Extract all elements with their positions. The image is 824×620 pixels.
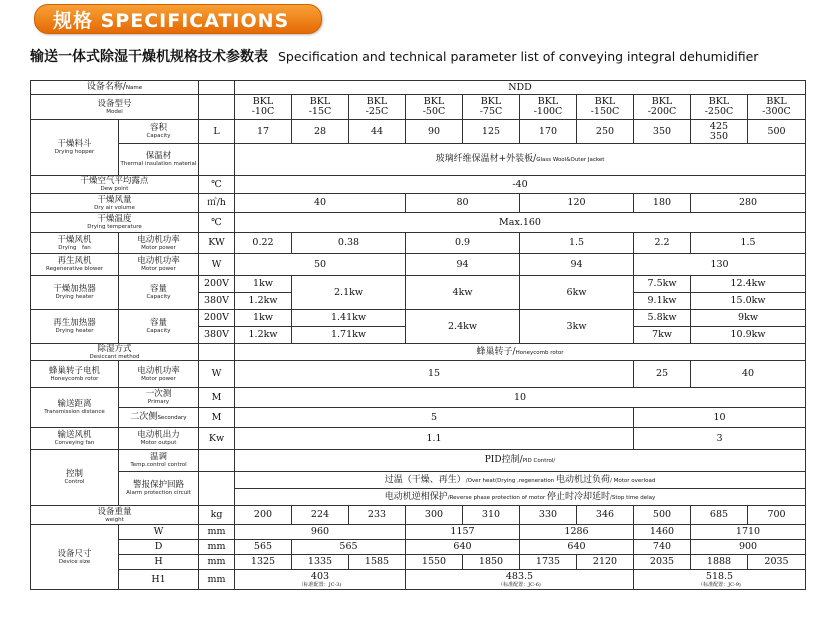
dimension-label: H1 [119,570,199,590]
table-row [31,276,806,293]
value-cell: 12.4kw [691,276,806,293]
value-cell: 40 [691,361,806,388]
unit-cell: mm [199,555,235,570]
table-row [31,472,806,489]
unit-cell [199,344,235,361]
value-cell: 425 350 [691,120,748,144]
sub-label-motor-power: 电动机功率 Motor power [119,361,199,388]
value-cell: 900 [691,540,806,555]
value-cell: 5.8kw [634,310,691,327]
sub-label-insulation: 保温材 Thermal insulation material [119,144,199,176]
value-cell: 7.5kw [634,276,691,293]
unit-cell: ㎥/h [199,194,235,213]
alarm-line-1: 过温（干燥、再生）/Over heat(Drying ,regeneration 电动机过负荷/ Motor overload [235,472,806,489]
sub-label-motor-power: 电动机功率 Motor power [119,233,199,254]
value-cell: 350 [634,120,691,144]
value-cell: 7kw [634,327,691,344]
table-row [31,344,806,361]
unit-cell [199,472,235,506]
value-cell: 28 [292,120,349,144]
value-cell: 125 [463,120,520,144]
table-row [31,194,806,213]
table-row [31,310,806,327]
value-cell: 1.41kw [292,310,406,327]
dimension-label: W [119,525,199,540]
sub-label-temp-control: 温调 Temp.control control [119,450,199,472]
value-cell: 0.22 [235,233,292,254]
value-cell: 1.71kw [292,327,406,344]
model-cell: BKL -75C [463,95,520,120]
unit-cell: mm [199,540,235,555]
value-cell: 2035 [634,555,691,570]
banner-text: 规格 SPECIFICATIONS [53,10,290,32]
value-cell: 1850 [463,555,520,570]
value-cell: 120 [520,194,634,213]
model-cell: BKL -200C [634,95,691,120]
unit-cell: W [199,254,235,276]
value-cell: -40 [235,176,806,194]
value-cell: 1460 [634,525,691,540]
value-cell: 640 [406,540,520,555]
value-cell: 200 [235,506,292,525]
specification-table [30,80,806,590]
unit-cell: M [199,408,235,428]
table-row [31,95,806,120]
value-cell: 9.1kw [634,293,691,310]
table-row [31,506,806,525]
alarm-line-2: 电动机逆相保护/Reverse phase protection of motor 停止时冷却延时/Stop time delay [235,489,806,506]
specifications-banner [34,4,322,34]
unit-cell: 380V [199,327,235,344]
unit-cell: KW [199,233,235,254]
model-cell: BKL -250C [691,95,748,120]
value-cell: 1888 [691,555,748,570]
sub-label-alarm: 警报保护回路 Alarm protection circuit [119,472,199,506]
value-cell: 640 [520,540,634,555]
table-row [31,213,806,233]
value-cell: 403 （标准配置：JC-3) [235,570,406,590]
document-title [30,46,758,66]
value-cell: 17 [235,120,292,144]
value-cell: 740 [634,540,691,555]
value-cell: 280 [691,194,806,213]
value-cell: 1710 [691,525,806,540]
value-cell: 10 [634,408,806,428]
value-cell: 44 [349,120,406,144]
value-cell: 94 [520,254,634,276]
value-cell: 1kw [235,310,292,327]
model-cell: BKL -150C [577,95,634,120]
unit-cell: Kw [199,428,235,450]
sub-label-capacity: 容积 Capacity [119,120,199,144]
row-label-model: 设备型号 Model [31,95,199,120]
table-row [31,81,806,95]
model-cell: BKL -300C [748,95,806,120]
row-label-device-size: 设备尺寸 Device size [31,525,119,590]
sub-label-motor-power: 电动机功率 Motor power [119,254,199,276]
unit-cell: 200V [199,276,235,293]
table-row [31,408,806,428]
value-cell: 1.2kw [235,327,292,344]
unit-cell [199,95,235,120]
value-cell: 2.2 [634,233,691,254]
unit-cell: W [199,361,235,388]
row-label-weight: 设备重量 weight [31,506,199,525]
value-cell: 1157 [406,525,520,540]
row-label-conveying-fan: 输送风机 Conveying fan [31,428,119,450]
sub-label-primary: 一次测 Primary [119,388,199,408]
value-cell: 9kw [691,310,806,327]
value-cell: 700 [748,506,806,525]
value-cell: 3 [634,428,806,450]
value-cell: 10 [235,388,806,408]
value-cell: 0.38 [292,233,406,254]
unit-cell: mm [199,525,235,540]
sub-label-secondary: 二次侧Secondary [119,408,199,428]
unit-cell [199,144,235,176]
value-cell: 310 [463,506,520,525]
desiccant-value: 蜂巢转子/Honeycomb rotor [235,344,806,361]
sub-label-capacity: 容量 Capacity [119,310,199,344]
row-label-name: 设备名称/Name [31,81,199,95]
value-cell: 300 [406,506,463,525]
table-row [31,176,806,194]
value-cell: 40 [235,194,406,213]
value-cell: 2.1kw [292,276,406,310]
model-cell: BKL -25C [349,95,406,120]
row-label-control: 控制 Control [31,450,119,506]
table-row [31,570,806,590]
table-row [31,555,806,570]
table-row [31,450,806,472]
table-row [31,120,806,144]
value-cell: 6kw [520,276,634,310]
value-cell: 250 [577,120,634,144]
value-cell: 15 [235,361,634,388]
table-row [31,361,806,388]
value-cell: 500 [748,120,806,144]
row-label-dew-point: 干燥空气平均露点 Dew point [31,176,199,194]
temp-control-value: PID控制/PID Control/ [235,450,806,472]
model-cell: BKL -10C [235,95,292,120]
value-cell: 960 [235,525,406,540]
value-cell: 233 [349,506,406,525]
value-cell: 10.9kw [691,327,806,344]
row-label-air-volume: 干燥风量 Dry air volume [31,194,199,213]
value-cell: 1.5 [520,233,634,254]
value-cell: 50 [235,254,406,276]
value-cell: 1585 [349,555,406,570]
value-cell: 130 [634,254,806,276]
unit-cell: ℃ [199,176,235,194]
value-cell: 330 [520,506,577,525]
table-row [31,254,806,276]
value-cell: Max.160 [235,213,806,233]
value-cell: 170 [520,120,577,144]
unit-cell: kg [199,506,235,525]
sub-label-motor-output: 电动机出力 Motor output [119,428,199,450]
value-cell: 4kw [406,276,520,310]
equipment-name: NDD [235,81,806,95]
table-row [31,540,806,555]
value-cell: 1325 [235,555,292,570]
row-label-drying-heater: 干燥加热器 Drying heater [31,276,119,310]
value-cell: 94 [406,254,520,276]
value-cell: 2120 [577,555,634,570]
unit-cell [199,81,235,95]
unit-cell: 380V [199,293,235,310]
dimension-label: H [119,555,199,570]
model-cell: BKL -15C [292,95,349,120]
value-cell: 518.5 （标准配置：JC-9) [634,570,806,590]
unit-cell: M [199,388,235,408]
value-cell: 483.5 （标准配置：JC-6) [406,570,634,590]
value-cell: 90 [406,120,463,144]
unit-cell: ℃ [199,213,235,233]
value-cell: 1kw [235,276,292,293]
value-cell: 1.2kw [235,293,292,310]
value-cell: 1550 [406,555,463,570]
dimension-label: D [119,540,199,555]
value-cell: 2.4kw [406,310,520,344]
row-label-rotor-motor: 蜂巢转子电机 Honeycomb rotor [31,361,119,388]
unit-cell [199,450,235,472]
model-cell: BKL -50C [406,95,463,120]
row-label-transmission: 输送距离 Transmission distance [31,388,119,428]
value-cell: 1335 [292,555,349,570]
value-cell: 5 [235,408,634,428]
value-cell: 685 [691,506,748,525]
model-cell: BKL -100C [520,95,577,120]
value-cell: 2035 [748,555,806,570]
row-label-regenerative-blower: 再生风机 Regenerative blower [31,254,119,276]
row-label-hopper: 干燥料斗 Drying hopper [31,120,119,176]
row-label-desiccant: 除湿方式 Desiccant method [31,344,199,361]
title-en: Specification and technical parameter list of conveying integral dehumidifier [278,49,759,64]
value-cell: 224 [292,506,349,525]
unit-cell: mm [199,570,235,590]
unit-cell: L [199,120,235,144]
table-row [31,233,806,254]
sub-label-capacity: 容量 Capacity [119,276,199,310]
value-cell: 25 [634,361,691,388]
table-row [31,428,806,450]
value-cell: 180 [634,194,691,213]
value-cell: 1735 [520,555,577,570]
value-cell: 500 [634,506,691,525]
insulation-value: 玻璃纤维保温材+外装板/Glass Wool&Outer Jacket [235,144,806,176]
title-cn: 输送一体式除湿干燥机规格技术参数表 [30,49,268,65]
table-row [31,144,806,176]
value-cell: 565 [292,540,406,555]
value-cell: 80 [406,194,520,213]
unit-cell: 200V [199,310,235,327]
value-cell: 1.1 [235,428,634,450]
table-row [31,388,806,408]
value-cell: 15.0kw [691,293,806,310]
value-cell: 0.9 [406,233,520,254]
value-cell: 1286 [520,525,634,540]
value-cell: 346 [577,506,634,525]
row-label-regen-heater: 再生加热器 Drying heater [31,310,119,344]
value-cell: 565 [235,540,292,555]
value-cell: 1.5 [691,233,806,254]
row-label-drying-temperature: 干燥温度 Drying temperature [31,213,199,233]
value-cell: 3kw [520,310,634,344]
row-label-drying-fan: 干燥风机 Drying fan [31,233,119,254]
table-row [31,525,806,540]
